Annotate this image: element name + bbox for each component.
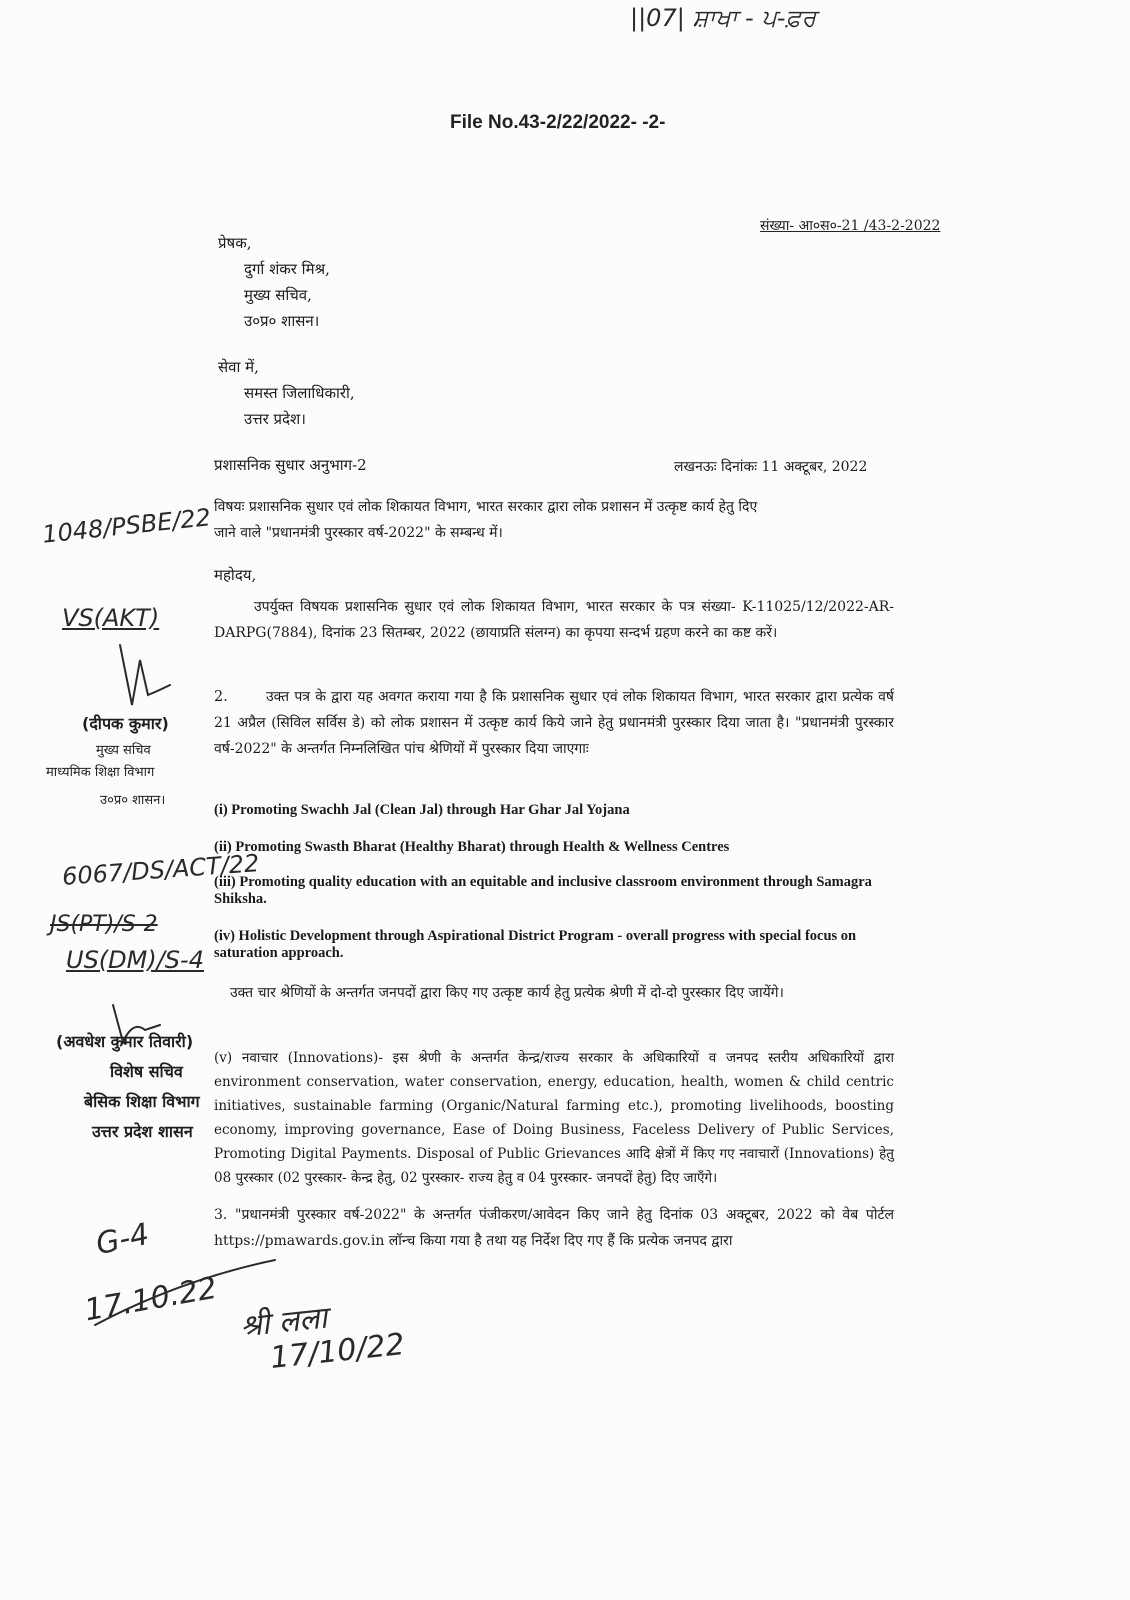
category-3: (iii) Promoting quality education with an equitable and inclusive classroom environment through Samagra Shiksha. (214, 874, 872, 907)
reference-number: संख्या- आ०स०-21 /43-2-2022 (760, 218, 941, 234)
paragraph-2-number: 2. (214, 689, 228, 705)
signature: श्री लला (238, 1300, 329, 1345)
subject-line2: जाने वाले "प्रधानमंत्री पुरस्कार वर्ष-2022" के सम्बन्ध में। (214, 525, 503, 541)
category-2: (ii) Promoting Swasth Bharat (Healthy Bharat) through Health & Wellness Centres (214, 839, 730, 855)
initial-scribble-1 (110, 640, 190, 710)
recipient-line2: उत्तर प्रदेश। (244, 410, 306, 428)
recipient-line1: समस्त जिलाधिकारी, (244, 384, 355, 402)
margin-note-g4: G-4 (92, 1216, 153, 1263)
stamp-2-designation: विशेष सचिव (110, 1062, 183, 1081)
paragraph-3: 3. "प्रधानमंत्री पुरस्कार वर्ष-2022" के अन्तर्गत पंजीकरण/आवेदन किए जाने हेतु दिनांक 03 अक्टूबर, 2022 को वेब पोर्टल https://pmawards.gov.in लॉन्च किया गया है तथा यह निर्देश दिए गए हैं कि प्रत्येक जनपद द्वारा (214, 1207, 894, 1249)
sender-name: दुर्गा शंकर मिश्र, (244, 260, 330, 278)
paragraph-four-categories: उक्त चार श्रेणियों के अन्तर्गत जनपदों द्वारा किए गए उत्कृष्ट कार्य हेतु प्रत्येक श्रेणी में दो-दो पुरस्कार दिए जायेंगे। (230, 985, 784, 1001)
margin-note-diary-number: 1048/PSBE/22 (40, 503, 213, 549)
sender-office: उ०प्र० शासन। (244, 312, 320, 330)
category-1: (i) Promoting Swachh Jal (Clean Jal) through Har Ghar Jal Yojana (214, 802, 630, 818)
sender-label: प्रेषक, (218, 234, 252, 252)
top-handwritten-note: ||07| ਸ਼ਾਖਾ - ਪ-ਫ਼ਰ (630, 4, 817, 32)
stamp-1-name: (दीपक कुमार) (82, 714, 169, 733)
paragraph-1: उपर्युक्त विषयक प्रशासनिक सुधार एवं लोक शिकायत विभाग, भारत सरकार के पत्र संख्या- K-11025/12/2022-AR-DARPG(7884), दिनांक 23 सितम्बर, 2022 (छायाप्रति संलग्न) का कृपया सन्दर्भ ग्रहण करने का कष्ट करें। (214, 599, 894, 641)
recipient-label: सेवा में, (218, 358, 259, 376)
margin-note-diary-2: 6067/DS/ACT/22 (61, 849, 261, 891)
margin-note-js-struck: JS(PT)/S-2 (50, 912, 158, 937)
stamp-1-department: माध्यमिक शिक्षा विभाग (46, 765, 155, 780)
letter-date: लखनऊः दिनांकः 11 अक्टूबर, 2022 (674, 459, 868, 475)
signature-date: 17/10/22 (268, 1327, 407, 1376)
subject-line1: विषयः प्रशासनिक सुधार एवं लोक शिकायत विभाग, भारत सरकार द्वारा लोक प्रशासन में उत्कृष्ट कार्य हेतु दिए (214, 499, 758, 515)
stamp-1-government: उ०प्र० शासन। (100, 793, 166, 808)
paragraph-innovations: (v) नवाचार (Innovations)- इस श्रेणी के अन्तर्गत केन्द्र/राज्य सरकार के अधिकारियों व जनपद स्तरीय अधिकारियों द्वारा environment conservation, water conservation, energy, education, health, women & child centric initiatives, sustainable farming (Organic/Natural farming etc.), promoting livelihoods, boosting economy, improving governance, Ease of Doing Business, Faceless Delivery of Public Services, Promoting Digital Payments. Disposal of Public Grievances आदि क्षेत्रों में किए गए नवाचारों (Innovations) हेतु 08 पुरस्कार (02 पुरस्कार- केन्द्र हेतु, 02 पुरस्कार- राज्य हेतु व 04 पुरस्कार- जनपदों हेतु) दिए जाएँगे। (214, 1050, 894, 1186)
margin-note-date: 17.10.22 (81, 1270, 220, 1329)
stamp-2-government: उत्तर प्रदेश शासन (92, 1122, 193, 1141)
margin-note-vs: VS(AKT) (62, 604, 160, 632)
stamp-2-department: बेसिक शिक्षा विभाग (84, 1092, 200, 1111)
section-name: प्रशासनिक सुधार अनुभाग-2 (214, 456, 367, 474)
margin-note-us: US(DM)/S-4 (66, 946, 204, 974)
category-4: (iv) Holistic Development through Aspirational District Program - overall progress with special focus on saturation approach. (214, 928, 857, 961)
sender-designation: मुख्य सचिव, (244, 286, 312, 304)
file-number: File No.43-2/22/2022- -2- (450, 112, 666, 133)
stamp-2-name: (अवधेश कुमार तिवारी) (56, 1032, 194, 1051)
stamp-1-designation: मुख्य सचिव (96, 743, 151, 758)
paragraph-2: उक्त पत्र के द्वारा यह अवगत कराया गया है कि प्रशासनिक सुधार एवं लोक शिकायत विभाग, भारत सरकार द्वारा प्रत्येक वर्ष 21 अप्रैल (सिविल सर्विस डे) को लोक प्रशासन में उत्कृष्ट कार्य किये जाने हेतु प्रधानमंत्री पुरस्कार दिया जाता है। "प्रधानमंत्री पुरस्कार वर्ष-2022" के अन्तर्गत निम्नलिखित पांच श्रेणियों में पुरस्कार दिया जाएगाः (214, 689, 894, 757)
salutation: महोदय, (214, 566, 257, 584)
